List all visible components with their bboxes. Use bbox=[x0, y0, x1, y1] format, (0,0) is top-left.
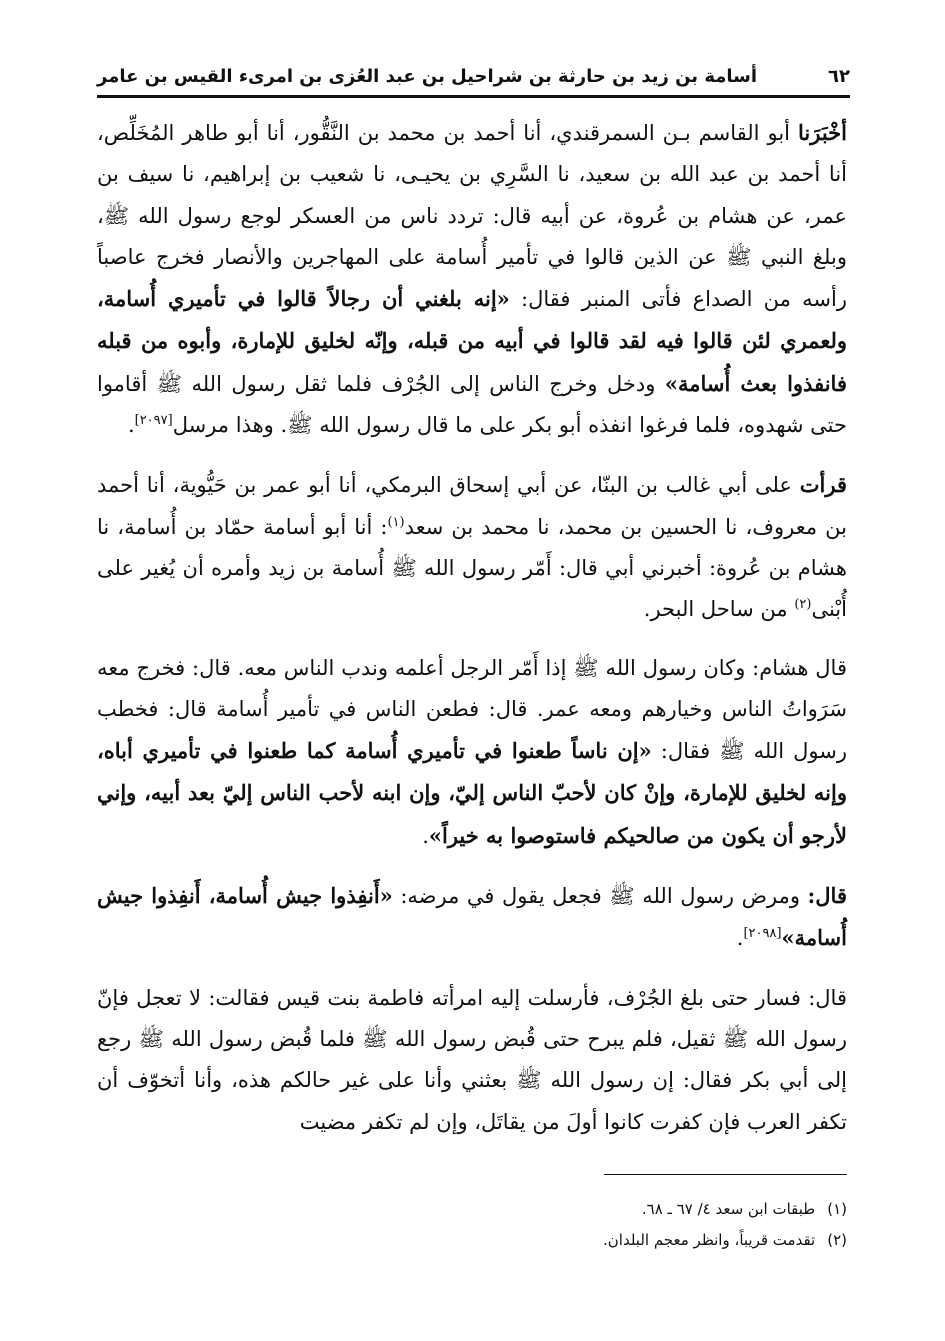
running-title: أسامة بن زيد بن حارثة بن شراحيل بن عبد العُزى بن امرىء القيس بن عامر bbox=[97, 65, 758, 87]
text-run: قال: فسار حتى بلغ الجُرْف، فأرسلت إليه امرأته فاطمة بنت قيس فقالت: لا تعجل فإنّ رسول الله ﷺ ثقيل، فلم يبرح حتى قُبض رسول الله ﷺ فلما قُبض رسول الله ﷺ رجع إلى أبي بكر فقال: إن رسول الله ﷺ بعثني وأنا على غير حالكم هذه، وأنا أتخوّف أن تكفر العرب فإن كفرت كانوا أولَ من يقاتَل، وإن لم تكفر مضيت bbox=[97, 985, 847, 1134]
reference-mark: [٢٠٩٧] bbox=[134, 413, 173, 429]
paragraph bbox=[97, 112, 847, 446]
reference-mark: (٢) bbox=[794, 597, 812, 613]
text-run: من ساحل البحر. bbox=[643, 597, 795, 622]
text-run: : أنا أبو أسامة حمّاد بن أُسامة، نا هشام بن عُروة: أخبرني أبي قال: أَمّر رسول الله ﷺ أُسامة بن زيد وأمره أن يُغير على أُبْنى bbox=[97, 514, 847, 622]
footnote-text: تقدمت قريباً، وانظر معجم البلدان. bbox=[603, 1231, 816, 1249]
text-run: على أبي غالب بن البنّا، عن أبي إسحاق البرمكي، أنا أبو عمر بن حَيُّوية، أنا أحمد بن معروف، نا الحسين بن محمد، نا محمد بن سعد bbox=[97, 473, 847, 539]
text-run: أبو القاسم بـن السمرقندي، أنا أحمد بن محمد بن النَّقُّور، أنا أبو طاهر المُخَلِّص، أنا أحمد بن عبد الله بن سعيد، نا السَّرِي بن يحيـى، نا شعيب بن إبراهيم، نا سيف بن عمر، عن هشام بن عُروة، عن أبيه قال: تردد ناس من العسكر لوجع رسول الله ﷺ، وبلغ النبي ﷺ عن الذين قالوا في تأمير أُسامة على المهاجرين والأنصار فخرج عاصباً رأسه من الصداع فأتى المنبر فقال: bbox=[97, 121, 847, 312]
page-header bbox=[97, 58, 850, 94]
paragraph bbox=[97, 648, 847, 857]
bold-text: «إنه بلغني أن رجالاً قالوا في تأميري أُسامة، ولعمري لئن قالوا فيه لقد قالوا في أبيه من قبله، وإنّه لخليق للإمارة، وأبوه من قبله فانفذوا بعث أُسامة» bbox=[97, 286, 847, 396]
bold-text: قال: bbox=[807, 883, 847, 909]
bold-text: «أَنفِذوا جيش أُسامة، أَنفِذوا جيش أُسامة» bbox=[97, 883, 847, 951]
main-text bbox=[97, 112, 847, 1160]
bold-text: أخْبَرَنا bbox=[798, 120, 847, 145]
footnote bbox=[97, 1194, 847, 1225]
text-run: ومرض رسول الله ﷺ فجعل يقول في مرضه: bbox=[392, 884, 808, 909]
page-number: ٦٢ bbox=[828, 65, 850, 87]
text-run: ودخل وخرج الناس إلى الجُرْف فلما ثقل رسول الله ﷺ أقاموا حتى شهدوه، فلما فرغوا انفذه أبو بكر على ما قال رسول الله ﷺ. وهذا مرسل bbox=[97, 371, 847, 438]
header-rule bbox=[97, 95, 850, 98]
paragraph bbox=[97, 978, 847, 1143]
paragraph bbox=[97, 875, 847, 960]
footnotes bbox=[97, 1194, 847, 1256]
text-run: . bbox=[736, 926, 744, 951]
footnote-number: (٢) bbox=[827, 1231, 847, 1249]
footnote-rule bbox=[604, 1174, 847, 1175]
bold-text: «إن ناساً طعنوا في تأميري أُسامة كما طعنوا في تأميري أباه، وإنه لخليق للإمارة، وإنْ كان لأحبّ الناس إليّ، وإن ابنه لأحب الناس إليّ بعد أبيه، وإني لأرجو أن يكون من صالحيكم فاستوصوا به خيراً» bbox=[97, 738, 847, 848]
text-run: قال هشام: وكان رسول الله ﷺ إذا أَمّر الرجل أعلمه وندب الناس معه. قال: فخرج معه سَرَواتُ الناس وخيارهم ومعه عمر. قال: فطعن الناس في تأمير أُسامة قال: فخطب رسول الله ﷺ فقال: bbox=[97, 655, 848, 764]
reference-mark: [٢٠٩٨] bbox=[743, 926, 782, 942]
footnote-text: طبقات ابن سعد ٤/ ٦٧ ـ ٦٨. bbox=[641, 1200, 816, 1218]
text-run: . bbox=[422, 823, 429, 848]
text-run: . bbox=[127, 413, 135, 438]
reference-mark: (١) bbox=[387, 514, 405, 530]
footnote bbox=[97, 1225, 847, 1256]
footnote-number: (١) bbox=[827, 1200, 847, 1218]
bold-text: قرأت bbox=[799, 472, 847, 498]
paragraph bbox=[97, 464, 847, 630]
